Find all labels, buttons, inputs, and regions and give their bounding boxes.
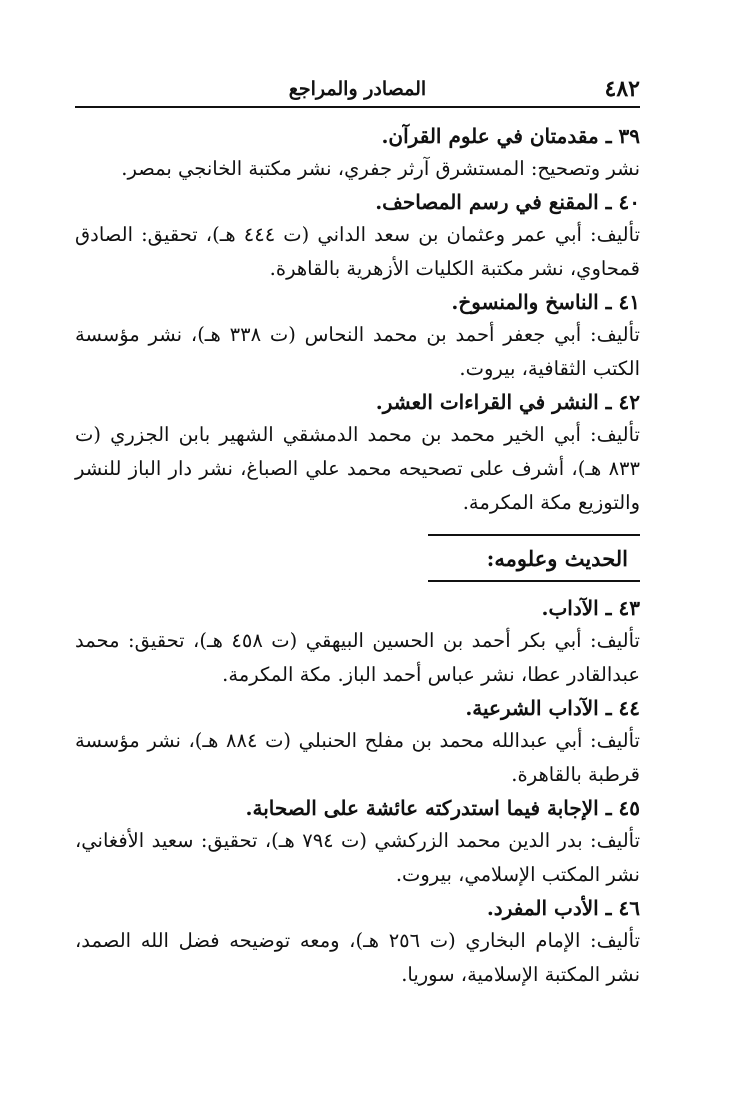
running-header (75, 72, 640, 108)
bibliography-entry-45 (75, 792, 640, 892)
bibliography-entry-46 (75, 892, 640, 992)
bibliography-entry-39 (75, 120, 640, 186)
entry-title: ٤٥ ـ الإجابة فيما استدركته عائشة على الصحابة. (245, 796, 640, 820)
running-title: المصادر والمراجع (288, 78, 427, 100)
entry-body: تأليف: أبي الخير محمد بن محمد الدمشقي الشهير بابن الجزري (ت ٨٣٣ هـ)، أشرف على تصحيحه محمد علي الصباغ، نشر دار الباز للنشر والتوزيع مكة المكرمة. (75, 423, 640, 514)
entry-title: ٤٠ ـ المقنع في رسم المصاحف. (375, 190, 640, 214)
entry-title: ٤٦ ـ الأدب المفرد. (486, 896, 640, 920)
bibliography-entry-42 (75, 386, 640, 520)
entry-body: تأليف: الإمام البخاري (ت ٢٥٦ هـ)، ومعه توضيحه فضل الله الصمد، نشر المكتبة الإسلامية، سوريا. (75, 929, 640, 986)
book-page (75, 72, 640, 992)
bibliography-entry-40 (75, 186, 640, 286)
bibliography-entry-44 (75, 692, 640, 792)
page-number: ٤٨٢ (604, 76, 640, 102)
entry-body: تأليف: أبي عبدالله محمد بن مفلح الحنبلي (ت ٨٨٤ هـ)، نشر مؤسسة قرطبة بالقاهرة. (75, 729, 640, 786)
entry-body: تأليف: بدر الدين محمد الزركشي (ت ٧٩٤ هـ)، تحقيق: سعيد الأفغاني، نشر المكتب الإسلامي، بيروت. (75, 829, 641, 886)
bibliography-entry-43 (75, 592, 640, 692)
entry-title: ٣٩ ـ مقدمتان في علوم القرآن. (381, 124, 640, 148)
entry-title: ٤١ ـ الناسخ والمنسوخ. (451, 290, 640, 314)
bibliography-entry-41 (75, 286, 640, 386)
entry-body: تأليف: أبي بكر أحمد بن الحسين البيهقي (ت ٤٥٨ هـ)، تحقيق: محمد عبدالقادر عطا، نشر عباس أحمد الباز. مكة المكرمة. (75, 629, 640, 686)
section-heading: الحديث وعلومه: (486, 546, 628, 571)
entry-body: تأليف: أبي عمر وعثمان بن سعد الداني (ت ٤٤٤ هـ)، تحقيق: الصادق قمحاوي، نشر مكتبة الكليات الأزهرية بالقاهرة. (75, 223, 640, 280)
entry-title: ٤٢ ـ النشر في القراءات العشر. (375, 390, 640, 414)
section-heading-box (428, 534, 640, 582)
entry-body: نشر وتصحيح: المستشرق آرثر جفري، نشر مكتبة الخانجي بمصر. (121, 157, 640, 180)
entry-title: ٤٣ ـ الآداب. (541, 596, 640, 620)
entry-body: تأليف: أبي جعفر أحمد بن محمد النحاس (ت ٣٣٨ هـ)، نشر مؤسسة الكتب الثقافية، بيروت. (75, 323, 640, 380)
entry-title: ٤٤ ـ الآداب الشرعية. (465, 696, 640, 720)
